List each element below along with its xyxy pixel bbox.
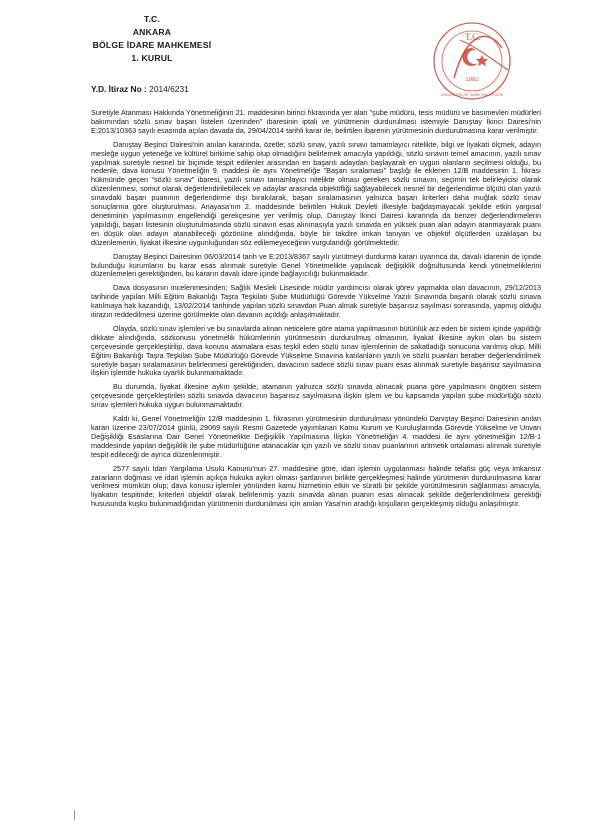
paragraph: 2577 sayılı İdari Yargılama Usulü Kanunu'nun 27. maddesine göre, idari işlemin uygulanması halinde telafisi güç veya imkansız zararların doğması ve idari işlemin açıkça hukuka aykırı olması şartlarının birlikte gerçekleşmesi halinde yürütmenin durdurulmasına karar verilmesi mümkün olup; dava konusu işlemler yönünden kamu hizmetinin etkin ve süratli bir şekilde yürütülmesinin sağlanması amacıyla, liyakatın tespitinde; kriterleri objektif olarak belirlenmiş yazılı sınavda alınan puanın esas alınacak şekilde değerlendirilmesi gerektiği hususunda kuşku bulunmadığından yürütmenin durdurulması için anılan Yasa'nın aradığı koşulların gerçekleşmiş olduğu anlaşılmıştır. [91, 463, 541, 509]
paragraph: Danıştay Beşinci Dairesi'nin anılan kararında, özetle; sözlü sınav, yazılı sınavı tamamlayıcı nitelikte, bilgi ve liyakati ölçmek, adayın mesleğe uygun yeteneğe ve kültürel birikime sahip olup olmadığını belirlemek amacıyla yapıldığı, sözlü sınavın temel amacının, yazılı sınav yapılmak suretiyle nesnel bir biçimde tespit edilenler arasından en başarılı adaydan başlayarak en uygun olanların seçilmesi olduğu, bu nedenle, dava konusu Yönetmeliğin 9. maddesi ile aynı Yönetmeliğe "Başarı sıralaması" başlığı ile eklenen 12/B maddesinin 1. fıkrası hükmünde geçen "sözlü sınav" ibaresi, yazılı sınavı tamamlayıcı nitelikte olması gereken sözlü sınavın, seçimin tek belirleyicisi olarak düzenlenmesi, somut olarak değerlendirilebilecek ve adaylar arasında objektifliği sağlayabilecek nesnel bir değerlendirme ölçütü olan yazılı sınavdaki başarı puanının değerlendirme dışı bırakılarak, başarı sıralamasının yalnızca başarı kriterleri daha muğlak sözlü sınav sonuçlarına göre oluşturulması, Anayasa'nın 2. maddesinde belirtilen Hukuk Devleti ilkesiyle bağdaşmayacak şekilde etkin yargısal denetiminin yapılmasının engellendiği gerekçesine yer verilmiş olup, Danıştay İkinci Dairesi kararında da benzer değerlendirmelerin yapıldığı, başarı listesinin oluşturulmasında sözlü sınavın esas alınmasıyla yazılı sınavda en yüksek puan alan adayın atanmayarak puanı en düşük olan adayın atanabileceği gözönüne alındığında, böyle bir takdire imkan tanıyan ve objektif ölçütlerden uzaklaşan bu düzenlemenin, liyakat ilkesine uygunluğundan söz edilemeyeceğinin vurgulandığı görülmektedir. [91, 139, 541, 247]
paragraph: Suretiyle Atanması Hakkında Yönetmeliğinin 21. maddesinin birinci fıkrasında yer alan "şube müdürü, tesis müdürü ve basımevleri müdürleri bakımından sözlü sınav başarı listeleri üzerinden" ibaresinin iptali ve yürütmenin durdurulması istemiyle Danıştay İkinci Dairesi'nin E:2013/10363 sayılı esasında açılan davada da, 29/04/2014 tarihli karar ile, belirtilen ibarenin yürütmesinin durdurulmasına karar verilmiştir. [91, 108, 541, 135]
objection-number-label: Y.D. İtiraz No : [91, 84, 147, 94]
objection-number [91, 84, 189, 94]
seal-year: 1982 [465, 77, 479, 83]
seal-top-text: T.C. [465, 32, 481, 42]
margin-mark [74, 810, 75, 820]
objection-number-value: 2014/6231 [149, 84, 189, 94]
header-court: BÖLGE İDARE MAHKEMESİ [92, 40, 212, 50]
paragraph: Olayda, sözlü sınav işlemleri ve bu sınavlarda alınan neticelere göre atama yapılmasının bütünlük arz eden bir sistem içinde yapıldığı dikkate alındığında, sözkonusu yönetmelik hükümlerinin yürütmesinin durdurulmuş olmasının, liyakat ilkesine aykırı olan bu sistem çerçevesinde gerçekleştirilip, dava konusu atamalara esas teşkil eden sözlü sınav işlemlerinin de sakatladığı sonucuna varılmış olup, Milli Eğitim Bakanlığı Taşra Teşkilatı Şube Müdürlüğü Görevde Yükselme Sınavına katılanların yazılı ve sözlü puanları beraber değerlendirilmek suretiyle başarı sıralamasının belirlenmesi gerektiğinden, davacının sadece sözlü sınav puanı esas alınmak suretiyle başarısız sayılmasına ilişkin işlemde hukuka uyarlık bulunmamaktadır. [91, 323, 541, 378]
court-seal-stamp [420, 18, 528, 104]
paragraph: Kaldı ki, Genel Yönetmeliğin 12/B maddesinin 1. fıkrasının yürütmesinin durdurulması yönündeki Danıştay Beşinci Dairesinin anılan kararı üzerine 23/07/2014 günlü, 29069 sayılı Resmi Gazetede yayımlanan Kamu Kurum ve Kuruluşlarında Görevde Yükselme ve Unvan Değişikliği Esaslarına Dair Genel Yönetmelikte Değişiklik Yapılmasına İlişkin Yönetmeliğin 4. maddesi ile aynı yönetmeliğin 12/B-1 maddesinde yapılan değişiklik ile şube müdürlüğüne atanacaklar için yazılı ve sözlü sınav puanlarının aritmetik ortalaması alınmak suretiyle tespit edileceği de ayrıca düzenlenmiştir. [91, 414, 541, 459]
paragraph: Dava dosyasının incelenmesinden; Sağlık Meslek Lisesinde müdür yardımcısı olarak görev yapmakta olan davacının, 29/12/2013 tarihinde yapılan Milli Eğitim Bakanlığı Taşra Teşkilatı Şube Müdürlüğü Görevde Yükselme Yazılı Sınavında başarılı olarak sözlü sınava katılmaya hak kazandığı, 13/02/2014 tarihinde yapılan sözlü sınavdan Puan almak suretiyle başarısız sayılması sonrasında, yapmış olduğu itirazın reddedilmesi üzerine görülmekte olan davanın açıldığı anlaşılmaktadır. [91, 283, 541, 320]
document-body [91, 109, 541, 514]
star-icon [476, 55, 488, 66]
header-tc: T.C. [143, 14, 161, 24]
header-chamber: 1. KURUL [131, 53, 173, 63]
paragraph: Danıştay Beşinci Dairesinin 06/03/2014 tarih ve E:2013/8367 sayılı yürütmeyi durdurma kararı uyarınca da, davalı idarenin de içinde bulunduğu kurumların bu karar esas alınmak suretiyle Genel Yönetmelikte yapılacak değişiklik doğrultusunda kendi yönetmeliklerini düzenlemeleri gerektiğinden, bu kararın davalı idare içinde bağlayıcılığı bulunmaktadır. [91, 251, 541, 279]
paragraph: Bu durumda, liyakat ilkesine aykırı şekilde, atamanın yalnızca sözlü sınavda alınacak puana göre yapılmasını öngören sistem çerçevesinde gerçekleştirilen sözlü sınavda davacının başarısız sayılmasına ilişkin işlem ve bu kapsamda yapılan şube müdürlüğü sözlü sınav işlemleri hukuka uygun bulunmamaktadır. [91, 382, 541, 410]
seal-ring-text: ANKARA BÖLGE İDARE MAHKEMESİ [440, 93, 504, 97]
header-city: ANKARA [132, 27, 172, 37]
